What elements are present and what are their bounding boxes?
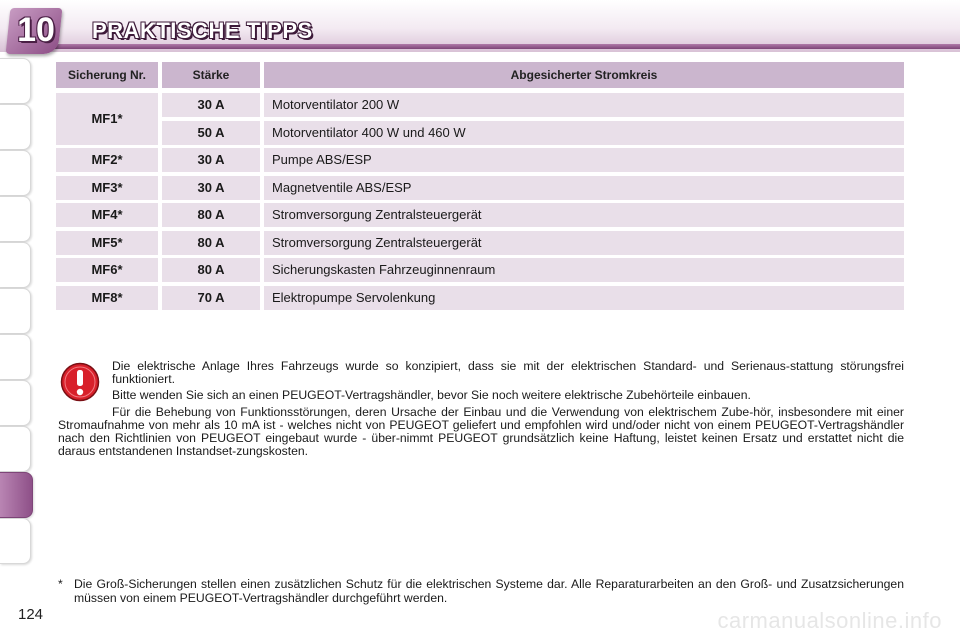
page-title: PRAKTISCHE TIPPS xyxy=(92,18,313,43)
fuse-nr-cell: MF8* xyxy=(56,286,158,310)
chapter-tab[interactable] xyxy=(0,242,31,288)
footnote-text: Die Groß-Sicherungen stellen einen zusätzlichen Schutz für die elektrischen Systeme dar. Alle Reparaturarbeiten an den Groß- und Zusatzsicherungen müssen von einem PEUGEOT-Vertragshändler durchgeführt werden. xyxy=(74,577,904,605)
fuse-nr-cell: MF2* xyxy=(56,148,158,172)
column-header-fuse-nr: Sicherung Nr. xyxy=(56,62,158,88)
chapter-tab[interactable] xyxy=(0,426,31,472)
chapter-tab[interactable] xyxy=(0,334,31,380)
fuse-rating-cell: 30 A xyxy=(162,148,260,172)
chapter-tab-active[interactable] xyxy=(0,472,33,518)
chapter-tab[interactable] xyxy=(0,288,31,334)
warning-paragraph: Bitte wenden Sie sich an einen PEUGEOT-Vertragshändler, bevor Sie noch weitere elektrische Zubehörteile einbauen. xyxy=(112,388,751,403)
chapter-tab[interactable] xyxy=(0,58,31,104)
fuse-circuit-cell: Sicherungskasten Fahrzeuginnenraum xyxy=(264,258,904,282)
fuse-nr-cell: MF5* xyxy=(56,231,158,255)
fuse-circuit-cell: Motorventilator 400 W und 460 W xyxy=(264,121,904,145)
warning-paragraph: Die elektrische Anlage Ihres Fahrzeugs wurde so konzipiert, dass sie mit der elektrischen Standard- und Serienaus-stattung störungsfrei funktioniert. xyxy=(112,359,904,387)
fuse-circuit-cell: Elektropumpe Servolenkung xyxy=(264,286,904,310)
column-header-circuit: Abgesicherter Stromkreis xyxy=(264,62,904,88)
fuse-rating-cell: 70 A xyxy=(162,286,260,310)
fuse-rating-cell: 50 A xyxy=(162,121,260,145)
fuse-rating-cell: 80 A xyxy=(162,258,260,282)
chapter-tab[interactable] xyxy=(0,518,31,564)
fuse-circuit-cell: Magnetventile ABS/ESP xyxy=(264,176,904,200)
fuse-nr-cell: MF1* xyxy=(56,93,158,145)
chapter-tabs xyxy=(0,58,32,578)
fuse-rating-cell: 30 A xyxy=(162,176,260,200)
fuse-nr-cell: MF4* xyxy=(56,203,158,227)
column-header-rating: Stärke xyxy=(162,62,260,88)
fuse-rating-cell: 80 A xyxy=(162,203,260,227)
fuse-nr-cell: MF6* xyxy=(56,258,158,282)
fuse-circuit-cell: Pumpe ABS/ESP xyxy=(264,148,904,172)
fuse-circuit-cell: Stromversorgung Zentralsteuergerät xyxy=(264,231,904,255)
fuse-rating-cell: 30 A xyxy=(162,93,260,117)
fuse-circuit-cell: Motorventilator 200 W xyxy=(264,93,904,117)
footnote-marker: * xyxy=(58,577,63,591)
warning-paragraph: Für die Behebung von Funktionsstörungen, deren Ursache der Einbau und die Verwendung von elektrischem Zube-hör, insbesondere mit einer Stromaufnahme von mehr als 10 mA ist - welches nicht von PEUGEOT geliefert und empfohlen wird und/oder nicht von einem PEUGEOT-Vertragshändler nach den Richtlinien von PEUGEOT eingebaut wurde - über-nimmt PEUGEOT grundsätzlich keine Haftung, leistet keinen Ersatz und erstattet nicht die daraus entstandenen Instandset-zungskosten. xyxy=(58,404,904,459)
warning-text-block xyxy=(58,360,904,461)
chapter-tab[interactable] xyxy=(0,196,31,242)
page-number: 124 xyxy=(18,606,44,623)
header-underline xyxy=(52,44,960,49)
chapter-tab[interactable] xyxy=(0,104,31,150)
chapter-number: 10 xyxy=(17,11,55,49)
fuse-circuit-cell: Stromversorgung Zentralsteuergerät xyxy=(264,203,904,227)
watermark: carmanualsonline.info xyxy=(717,608,942,633)
chapter-tab[interactable] xyxy=(0,380,31,426)
footnote xyxy=(58,578,904,605)
chapter-tab[interactable] xyxy=(0,150,31,196)
fuse-nr-cell: MF3* xyxy=(56,176,158,200)
fuse-rating-cell: 80 A xyxy=(162,231,260,255)
